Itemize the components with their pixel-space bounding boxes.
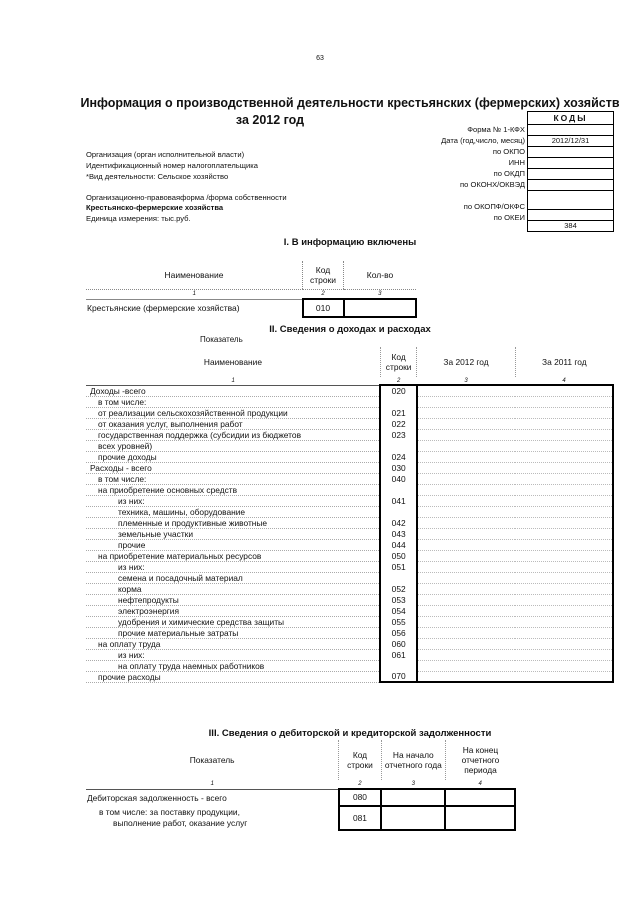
s2-row-2011 bbox=[515, 605, 613, 616]
s2-row-label: семена и посадочный материал bbox=[86, 572, 380, 583]
s2-row-label: на приобретение основных средств bbox=[86, 484, 380, 495]
s2-row bbox=[86, 473, 613, 484]
s2-row-code bbox=[380, 506, 416, 517]
s2-row-2011 bbox=[515, 418, 613, 429]
okonh-label: по ОКОНХ/ОКВЭД bbox=[460, 180, 525, 189]
s2-row-2011 bbox=[515, 473, 613, 484]
s2-row bbox=[86, 561, 613, 572]
legal-form-value: Крестьянско-фермерские хозяйства bbox=[86, 203, 224, 212]
s3-row2-end bbox=[445, 806, 515, 830]
s2-row-2012 bbox=[417, 638, 515, 649]
inn-line: Идентификационный номер налогоплательщика bbox=[86, 161, 258, 170]
section1-title: I. В информацию включены bbox=[283, 237, 417, 248]
s2-row bbox=[86, 539, 613, 550]
s2-row-code: 053 bbox=[380, 594, 416, 605]
s2-row-code: 030 bbox=[380, 462, 416, 473]
s2-row-2012 bbox=[417, 550, 515, 561]
s2-row-2011 bbox=[515, 385, 613, 396]
code-inn bbox=[527, 158, 614, 169]
s2-row-2011 bbox=[515, 528, 613, 539]
s2-row-2011 bbox=[515, 484, 613, 495]
s2-body bbox=[86, 385, 613, 682]
s2-row-2012 bbox=[417, 385, 515, 396]
s2-row bbox=[86, 462, 613, 473]
s2-num-3: 3 bbox=[417, 377, 515, 385]
s2-row bbox=[86, 396, 613, 407]
document-subtitle: за 2012 год bbox=[235, 113, 305, 127]
s2-row-2012 bbox=[417, 616, 515, 627]
s2-row bbox=[86, 451, 613, 462]
s2-row bbox=[86, 429, 613, 440]
s2-row-2012 bbox=[417, 649, 515, 660]
s2-row bbox=[86, 528, 613, 539]
code-okdp bbox=[527, 169, 614, 180]
s2-row bbox=[86, 649, 613, 660]
s2-row-2012 bbox=[417, 660, 515, 671]
s2-row bbox=[86, 440, 613, 451]
s2-row bbox=[86, 594, 613, 605]
s3-num-4: 4 bbox=[445, 780, 515, 789]
s2-indicator: Показатель bbox=[200, 335, 243, 344]
s2-row-code: 070 bbox=[380, 671, 416, 682]
s2-row-code: 044 bbox=[380, 539, 416, 550]
s2-row-2012 bbox=[417, 605, 515, 616]
s2-row-code: 051 bbox=[380, 561, 416, 572]
s2-row-2012 bbox=[417, 572, 515, 583]
section1-table bbox=[86, 261, 417, 318]
s2-col-2011: За 2011 год bbox=[515, 347, 613, 377]
s2-row-2012 bbox=[417, 495, 515, 506]
s2-row-2011 bbox=[515, 660, 613, 671]
s2-row-2011 bbox=[515, 627, 613, 638]
page-number: 63 bbox=[316, 55, 324, 62]
s2-row-code: 023 bbox=[380, 429, 416, 440]
s2-row-code: 061 bbox=[380, 649, 416, 660]
s2-row-2011 bbox=[515, 396, 613, 407]
section2-title: II. Сведения о доходах и расходах bbox=[269, 324, 431, 335]
s1-row-code: 010 bbox=[303, 299, 344, 317]
s2-row-label: техника, машины, оборудование bbox=[86, 506, 380, 517]
s2-row-code: 042 bbox=[380, 517, 416, 528]
okdp-label: по ОКДП bbox=[493, 169, 525, 178]
s2-row-2011 bbox=[515, 671, 613, 682]
s2-row-label: прочие расходы bbox=[86, 671, 380, 682]
okopf-label: по ОКОПФ/ОКФС bbox=[463, 202, 525, 211]
s2-row-label: удобрения и химические средства защиты bbox=[86, 616, 380, 627]
s3-row1-end bbox=[445, 789, 515, 806]
s2-row-code: 043 bbox=[380, 528, 416, 539]
s2-row bbox=[86, 550, 613, 561]
s2-row-label: из них: bbox=[86, 649, 380, 660]
s2-row-2011 bbox=[515, 539, 613, 550]
code-okpo bbox=[527, 147, 614, 158]
s2-row-2012 bbox=[417, 528, 515, 539]
s2-row bbox=[86, 506, 613, 517]
s2-row bbox=[86, 418, 613, 429]
s2-row-2012 bbox=[417, 407, 515, 418]
s2-row-code bbox=[380, 396, 416, 407]
s2-row-label: в том числе: bbox=[86, 396, 380, 407]
s1-col-code: Код строки bbox=[303, 261, 344, 290]
s2-row-code bbox=[380, 660, 416, 671]
s2-row-2011 bbox=[515, 649, 613, 660]
s2-row-2012 bbox=[417, 506, 515, 517]
s3-row2-label-a: в том числе: за поставку продукции, bbox=[99, 806, 240, 817]
code-blank bbox=[527, 191, 614, 210]
s2-row bbox=[86, 484, 613, 495]
s2-row-code bbox=[380, 440, 416, 451]
s2-row-label: прочие bbox=[86, 539, 380, 550]
s2-row-code: 054 bbox=[380, 605, 416, 616]
s2-row-label: всех уровней) bbox=[86, 440, 380, 451]
s3-row2-start bbox=[381, 806, 445, 830]
s3-col-code: Код строки bbox=[339, 740, 382, 780]
s2-row-label: нефтепродукты bbox=[86, 594, 380, 605]
s2-row-2012 bbox=[417, 671, 515, 682]
s2-row-2011 bbox=[515, 429, 613, 440]
activity-line: *Вид деятельности: Сельское хозяйство bbox=[86, 172, 229, 181]
s1-num-2: 2 bbox=[303, 290, 344, 300]
s2-row-2011 bbox=[515, 572, 613, 583]
s2-row bbox=[86, 385, 613, 396]
s2-row-code: 055 bbox=[380, 616, 416, 627]
s2-col-code: Код строки bbox=[380, 347, 416, 377]
s2-row-2012 bbox=[417, 517, 515, 528]
s2-row-label: прочие материальные затраты bbox=[86, 627, 380, 638]
okpo-label: по ОКПО bbox=[492, 147, 525, 156]
s2-row-2012 bbox=[417, 451, 515, 462]
s3-col-indicator: Показатель bbox=[189, 755, 235, 765]
s2-row-code bbox=[380, 572, 416, 583]
date-label: Дата (год,число, месяц) bbox=[441, 136, 525, 145]
s2-row-2012 bbox=[417, 396, 515, 407]
s2-col-2012: За 2012 год bbox=[417, 347, 515, 377]
okei-label: по ОКЕИ bbox=[493, 213, 525, 222]
s2-row-label: из них: bbox=[86, 561, 380, 572]
s1-num-1: 1 bbox=[86, 290, 303, 300]
s3-num-2: 2 bbox=[339, 780, 382, 789]
s1-row-label: Крестьянские (фермерские хозяйства) bbox=[87, 303, 240, 314]
s2-row bbox=[86, 616, 613, 627]
inn-label: ИНН bbox=[508, 158, 525, 167]
s2-col-name: Наименование bbox=[203, 357, 262, 367]
document-title: Информация о производственной деятельности крестьянских (фермерских) хозяйств bbox=[80, 96, 620, 110]
s3-row2-code: 081 bbox=[339, 806, 382, 830]
s2-row-label: на приобретение материальных ресурсов bbox=[86, 550, 380, 561]
s2-num-2: 2 bbox=[380, 377, 416, 385]
codes-header: КОДЫ bbox=[527, 111, 614, 125]
code-date: 2012/12/31 bbox=[527, 136, 614, 147]
s3-row1-label: Дебиторская задолженность - всего bbox=[87, 792, 227, 803]
s2-row-2012 bbox=[417, 594, 515, 605]
s2-row-2011 bbox=[515, 616, 613, 627]
section2-table bbox=[86, 347, 614, 683]
section3-table bbox=[86, 740, 516, 831]
org-line: Организация (орган исполнительной власти) bbox=[86, 150, 245, 159]
s2-row-label: на оплату труда наемных работников bbox=[86, 660, 380, 671]
s2-row-2011 bbox=[515, 440, 613, 451]
s2-row-label: в том числе: bbox=[86, 473, 380, 484]
s2-row-2012 bbox=[417, 418, 515, 429]
s2-row bbox=[86, 583, 613, 594]
s2-row-label: Доходы -всего bbox=[86, 385, 380, 396]
s2-row-code: 040 bbox=[380, 473, 416, 484]
s2-row-code: 056 bbox=[380, 627, 416, 638]
code-okopf bbox=[527, 210, 614, 221]
s3-num-3: 3 bbox=[381, 780, 445, 789]
s2-row-label: корма bbox=[86, 583, 380, 594]
s2-row-label: из них: bbox=[86, 495, 380, 506]
s1-row-qty bbox=[344, 299, 417, 317]
s2-row-label: электроэнергия bbox=[86, 605, 380, 616]
s2-row-label: от реализации сельскохозяйственной продукции bbox=[86, 407, 380, 418]
code-okei: 384 bbox=[527, 221, 614, 232]
s2-row-2012 bbox=[417, 429, 515, 440]
s2-row-code: 052 bbox=[380, 583, 416, 594]
s2-row-2011 bbox=[515, 583, 613, 594]
s2-row bbox=[86, 517, 613, 528]
section3-title: III. Сведения о дебиторской и кредиторской задолженности bbox=[208, 728, 492, 739]
s2-row-code: 022 bbox=[380, 418, 416, 429]
legal-form-line: Организационно-правоваяформа /форма собственности bbox=[86, 193, 287, 202]
s2-row-label: на оплату труда bbox=[86, 638, 380, 649]
unit-line: Единица измерения: тыс.руб. bbox=[86, 214, 191, 223]
s2-row-label: Расходы - всего bbox=[86, 462, 380, 473]
s2-row-2012 bbox=[417, 627, 515, 638]
s2-row bbox=[86, 638, 613, 649]
s3-row2-label-b: выполнение работ, оказание услуг bbox=[113, 817, 248, 828]
s2-row-2012 bbox=[417, 583, 515, 594]
s2-row bbox=[86, 627, 613, 638]
s2-num-4: 4 bbox=[515, 377, 613, 385]
s2-row-2011 bbox=[515, 462, 613, 473]
s2-row bbox=[86, 572, 613, 583]
s2-row-2011 bbox=[515, 407, 613, 418]
s2-row-2012 bbox=[417, 462, 515, 473]
s2-row bbox=[86, 671, 613, 682]
s2-row-code: 060 bbox=[380, 638, 416, 649]
s3-row2-label bbox=[86, 806, 339, 830]
s2-row-code: 050 bbox=[380, 550, 416, 561]
code-okonh bbox=[527, 180, 614, 191]
s2-row-code: 041 bbox=[380, 495, 416, 506]
s2-row bbox=[86, 605, 613, 616]
s2-row bbox=[86, 660, 613, 671]
s2-row-2011 bbox=[515, 451, 613, 462]
s2-row-2011 bbox=[515, 506, 613, 517]
s2-row-label: государственная поддержка (субсидии из бюджетов bbox=[86, 429, 380, 440]
s2-row-2011 bbox=[515, 638, 613, 649]
code-form bbox=[527, 125, 614, 136]
s1-col-name: Наименование bbox=[86, 261, 303, 290]
s2-row-code: 021 bbox=[380, 407, 416, 418]
s2-row-2012 bbox=[417, 539, 515, 550]
s2-row-label: прочие доходы bbox=[86, 451, 380, 462]
s2-row-2012 bbox=[417, 473, 515, 484]
s2-row-2012 bbox=[417, 561, 515, 572]
s2-num-1: 1 bbox=[86, 377, 380, 385]
s2-row-2011 bbox=[515, 517, 613, 528]
codes-box bbox=[527, 111, 614, 232]
s2-row-code: 024 bbox=[380, 451, 416, 462]
s2-row-label: земельные участки bbox=[86, 528, 380, 539]
s2-row-2011 bbox=[515, 561, 613, 572]
s3-row1-code: 080 bbox=[339, 789, 382, 806]
s2-row bbox=[86, 495, 613, 506]
form-label: Форма № 1-КФХ bbox=[467, 125, 525, 134]
s2-row-label: племенные и продуктивные животные bbox=[86, 517, 380, 528]
s2-row-2012 bbox=[417, 484, 515, 495]
s3-col-end: На конец отчетного периода bbox=[445, 740, 515, 780]
s2-row bbox=[86, 407, 613, 418]
s3-col-start: На начало отчетного года bbox=[381, 740, 445, 780]
s2-row-2011 bbox=[515, 495, 613, 506]
s3-num-1: 1 bbox=[86, 780, 339, 789]
s2-row-code: 020 bbox=[380, 385, 416, 396]
s3-row1-start bbox=[381, 789, 445, 806]
s2-row-2011 bbox=[515, 550, 613, 561]
s1-col-qty: Кол-во bbox=[344, 261, 417, 290]
s2-row-2011 bbox=[515, 594, 613, 605]
s2-row-code bbox=[380, 484, 416, 495]
s2-row-2012 bbox=[417, 440, 515, 451]
s1-num-3: 3 bbox=[344, 290, 417, 300]
s2-row-label: от оказания услуг, выполнения работ bbox=[86, 418, 380, 429]
